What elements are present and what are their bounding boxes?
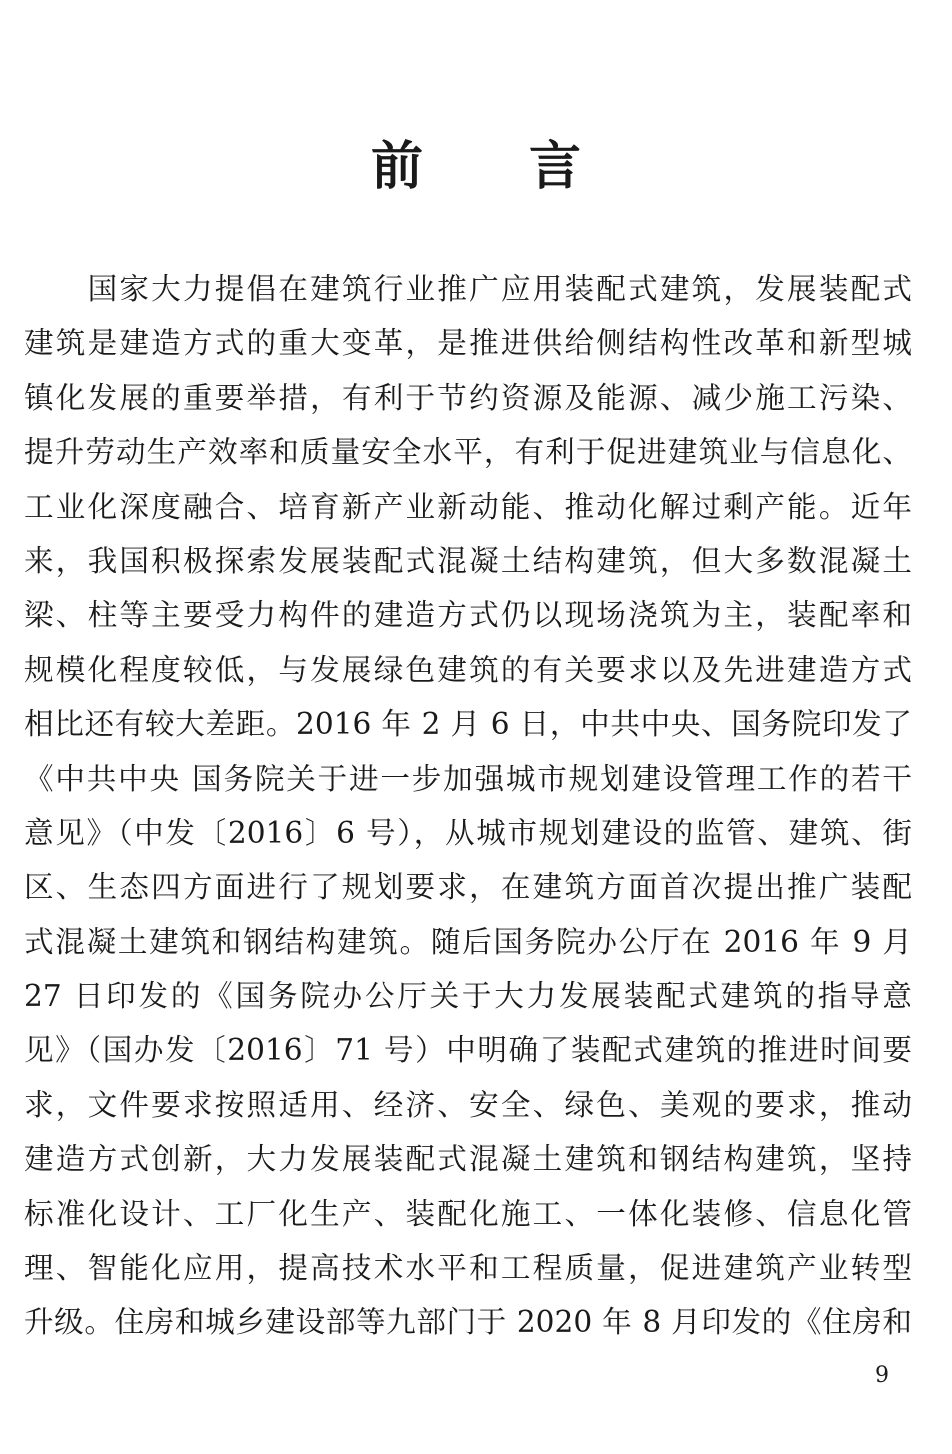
paragraph-line: 提升劳动生产效率和质量安全水平，有利于促进建筑业与信息化、 [24,435,912,470]
paragraph-line: 来，我国积极探索发展装配式混凝土结构建筑，但大多数混凝土 [24,543,912,578]
paragraph-line: 区、生态四方面进行了规划要求，在建筑方面首次提出推广装配 [24,870,912,905]
page-number: 9 [875,1363,889,1388]
page-title-char-2: 言 [529,135,582,197]
paragraph-line: 升级。住房和城乡建设部等九部门于 2020 年 8 月印发的《住房和 [24,1305,912,1340]
page-title [0,131,952,203]
preface-paragraph [24,262,912,1350]
paragraph-line: 理、智能化应用，提高技术水平和工程质量，促进建筑产业转型 [24,1251,912,1286]
paragraph-line: 式混凝土建筑和钢结构建筑。随后国务院办公厅在 2016 年 9 月 [24,924,912,959]
paragraph-line: 镇化发展的重要举措，有利于节约资源及能源、减少施工污染、 [24,380,912,415]
paragraph-line: 相比还有较大差距。2016 年 2 月 6 日，中共中央、国务院印发了 [24,707,912,742]
paragraph-line: 国家大力提倡在建筑行业推广应用装配式建筑，发展装配式 [24,272,912,306]
paragraph-line: 梁、柱等主要受力构件的建造方式仍以现场浇筑为主，装配率和 [24,598,912,633]
paragraph-line: 求，文件要求按照适用、经济、安全、绿色、美观的要求，推动 [24,1087,912,1122]
paragraph-line: 建筑是建造方式的重大变革，是推进供给侧结构性改革和新型城 [24,326,912,361]
paragraph-line: 见》（国办发〔2016〕71 号）中明确了装配式建筑的推进时间要 [24,1033,912,1068]
paragraph-line: 27 日印发的《国务院办公厅关于大力发展装配式建筑的指导意 [24,979,912,1014]
paragraph-line: 建造方式创新，大力发展装配式混凝土建筑和钢结构建筑，坚持 [24,1142,912,1177]
paragraph-line: 工业化深度融合、培育新产业新动能、推动化解过剩产能。近年 [24,489,912,524]
page-title-char-1: 前 [370,135,423,197]
paragraph-line: 标准化设计、工厂化生产、装配化施工、一体化装修、信息化管 [24,1196,912,1231]
paragraph-line: 规模化程度较低，与发展绿色建筑的有关要求以及先进建造方式 [24,652,912,687]
paragraph-line: 意见》（中发〔2016〕6 号），从城市规划建设的监管、建筑、街 [24,815,912,850]
paragraph-line: 《中共中央 国务院关于进一步加强城市规划建设管理工作的若干 [24,761,912,796]
